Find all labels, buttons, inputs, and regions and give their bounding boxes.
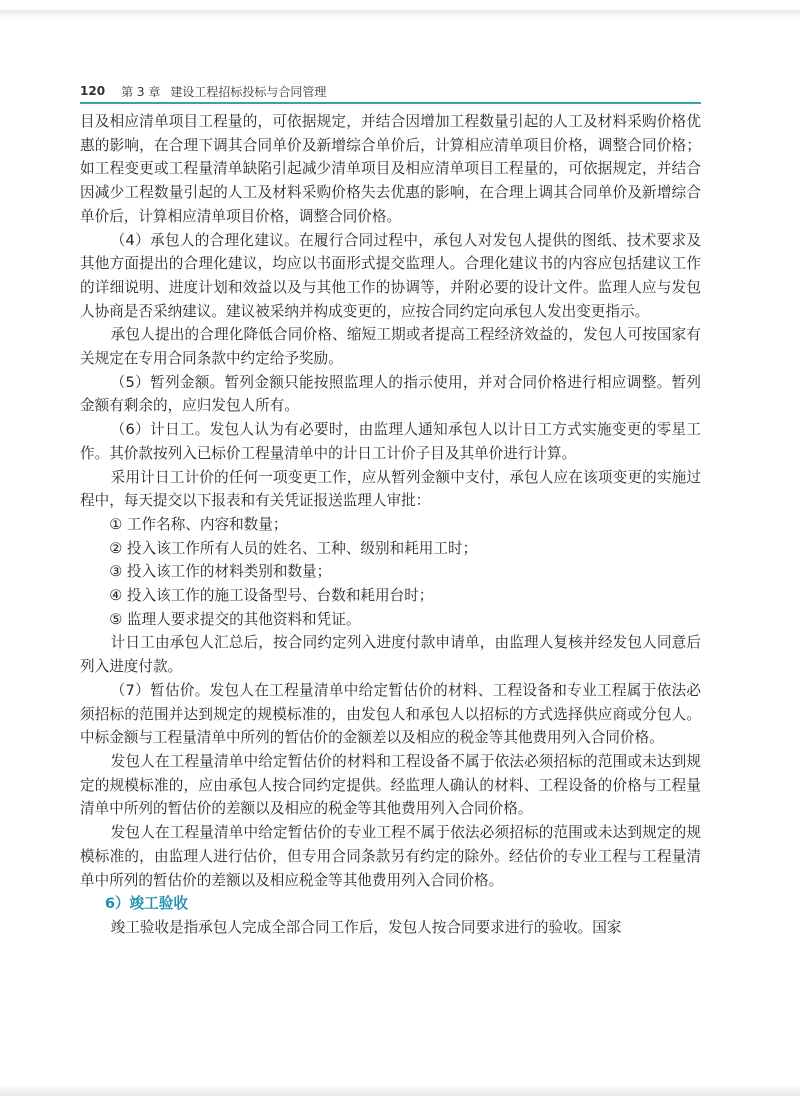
header-rule: [80, 102, 701, 104]
list-item: ④ 投入该工作的施工设备型号、台数和耗用台时；: [109, 587, 434, 605]
paragraph: 发包人在工程量清单中给定暂估价的材料和工程设备不属于依法必须招标的范围或未达到规定的规模标准的，应由承包人按合同约定提供。经监理人确认的材料、工程设备的价格与工程量清单中所列的暂估价的差额以及相应的税金等其他费用列入合同价格。: [80, 752, 701, 818]
paragraph: 计日工由承包人汇总后，按合同约定列入进度付款申请单，由监理人复核并经发包人同意后列入进度付款。: [80, 634, 701, 676]
list-item: ① 工作名称、内容和数量；: [109, 515, 288, 533]
page-top-edge: [0, 10, 800, 18]
paragraph: （5）暂列金额。暂列金额只能按照监理人的指示使用，并对合同价格进行相应调整。暂列金额有剩余的，应归发包人所有。: [80, 373, 701, 415]
page-bottom-edge: [0, 1084, 800, 1096]
paragraph: 采用计日工计价的任何一项变更工作，应从暂列金额中支付，承包人应在该项变更的实施过程中，每天提交以下报表和有关凭证报送监理人审批：: [80, 468, 701, 510]
page-number: 120: [80, 84, 106, 98]
paragraph: （6）计日工。发包人认为有必要时，由监理人通知承包人以计日工方式实施变更的零星工作。其价款按列入已标价工程量清单中的计日工计价子目及其单价进行计算。: [80, 421, 701, 462]
paragraph: 目及相应清单项目工程量的，可依据规定，并结合因增加工程数量引起的人工及材料采购价格优惠的影响，在合理下调其合同单价及新增综合单价后，计算相应清单项目价格，调整合同价格；如工程变更或工程量清单缺陷引起减少清单项目及相应清单项目工程量的，可依据规定，并结合因减少工程数量引起的人工及材料采购价格失去优惠的影响，在合理上调其合同单价及新增综合单价后，计算相应清单项目价格，调整合同价格。: [80, 113, 701, 225]
body-text: [80, 110, 701, 940]
list-item: ⑤ 监理人要求提交的其他资料和凭证。: [109, 610, 361, 628]
chapter-label: 第 3 章: [121, 84, 161, 99]
section-heading: 6）竣工验收: [104, 895, 188, 913]
paragraph: 竣工验收是指承包人完成全部合同工作后，发包人按合同要求进行的验收。国家: [110, 918, 622, 936]
paragraph: （4）承包人的合理化建议。在履行合同过程中，承包人对发包人提供的图纸、技术要求及其他方面提出的合理化建议，均应以书面形式提交监理人。合理化建议书的内容应包括建议工作的详细说明、进度计划和效益以及与其他工作的协调等，并附必要的设计文件。监理人应与发包人协商是否采纳建议。建议被采纳并构成变更的，应按合同约定向承包人发出变更指示。: [80, 231, 701, 320]
paragraph: （7）暂估价。发包人在工程量清单中给定暂估价的材料、工程设备和专业工程属于依法必须招标的范围并达到规定的规模标准的，由发包人和承包人以招标的方式选择供应商或分包人。中标金额与工程量清单中所列的暂估价的金额差以及相应的税金等其他费用列入合同价格。: [80, 681, 701, 747]
list-item: ③ 投入该工作的材料类别和数量；: [109, 563, 332, 581]
paragraph: 发包人在工程量清单中给定暂估价的专业工程不属于依法必须招标的范围或未达到规定的规模标准的，由监理人进行估价，但专用合同条款另有约定的除外。经估价的专业工程与工程量清单中所列的暂估价的差额以及相应税金等其他费用列入合同价格。: [80, 824, 701, 889]
running-header: [80, 79, 701, 103]
chapter-title: 建设工程招标投标与合同管理: [170, 84, 327, 99]
list-item: ② 投入该工作所有人员的姓名、工种、级别和耗用工时；: [109, 539, 478, 557]
paragraph: 承包人提出的合理化降低合同价格、缩短工期或者提高工程经济效益的，发包人可按国家有关规定在专用合同条款中约定给予奖励。: [80, 326, 701, 368]
